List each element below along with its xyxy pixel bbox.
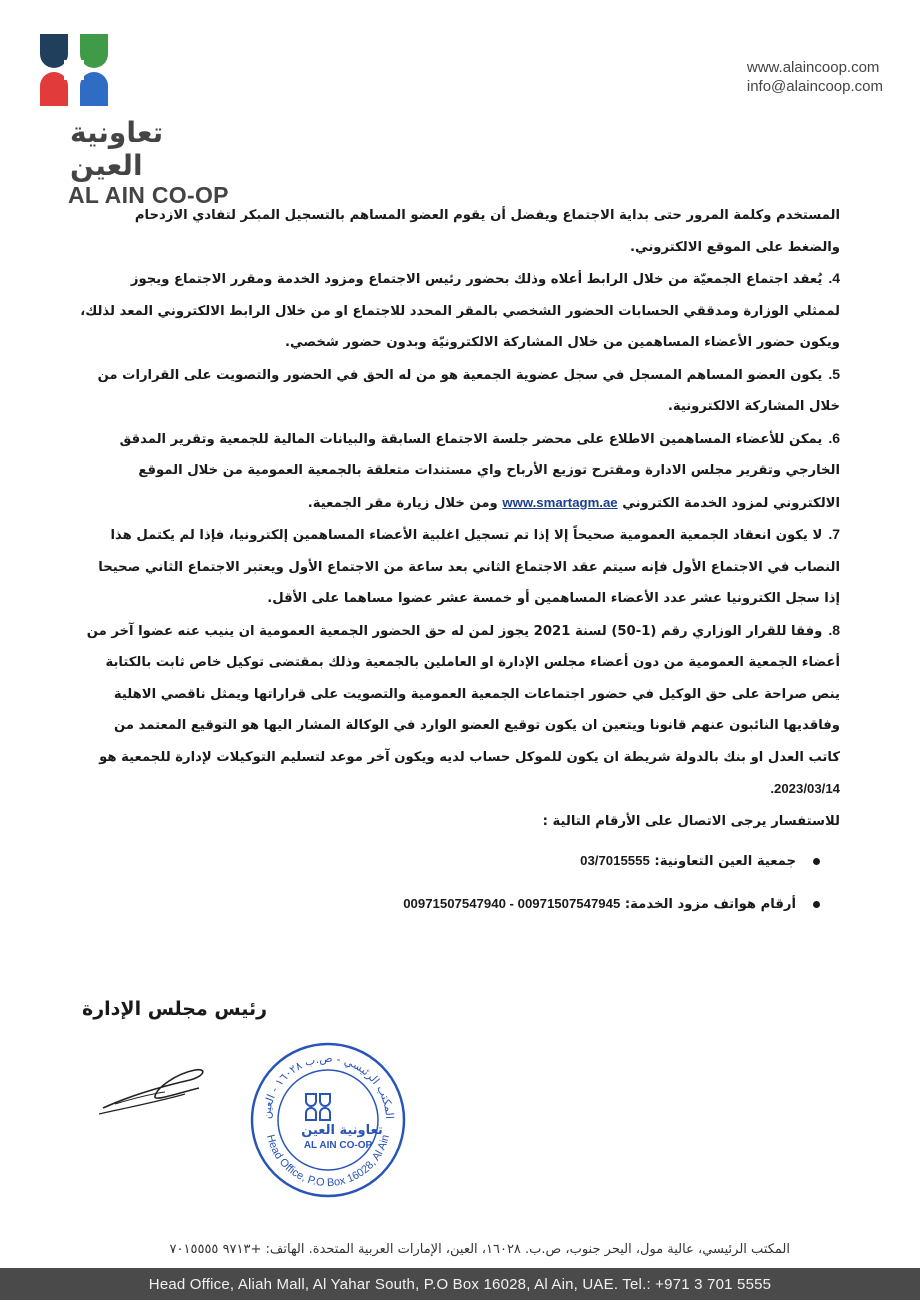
brand-name-english: AL AIN CO-OP: [68, 182, 229, 208]
list-item-8: [80, 615, 840, 806]
company-logo: [30, 30, 250, 209]
contact-number: 00971507547940 - 00971507547945: [403, 895, 621, 911]
item-text: يمكن للأعضاء المساهمين الاطلاع على محضر جلسة الاجتماع السابقة والبيانات المالية للجمعية وتقرير المدقق الخارجي وتقرير مجلس الادارة ومقترح توزيع الأرباح واي مستندات متعلقة بالجمعية العمومية من خلال الموقع الالكتروني لمزود الخدمة الكتروني: [119, 431, 840, 511]
contact-info: [747, 58, 883, 96]
contact-item: [80, 845, 820, 878]
contact-item: [80, 888, 820, 921]
board-chairman-title: رئيس مجلس الإدارة: [82, 998, 268, 1020]
stamp-arabic-text: المكتب الرئيسي - ص.ب ١٦٠٢٨ - العين: [259, 1051, 397, 1120]
item-number: 8.: [828, 621, 840, 638]
bullet-icon: [813, 901, 820, 908]
list-item-7: [80, 519, 840, 615]
letter-body: [80, 200, 840, 930]
email-text: info@alaincoop.com: [746, 78, 883, 95]
item-text: يُعقد اجتماع الجمعيّة من خلال الرابط أعلاه وذلك بحضور رئيس الاجتماع ومزود الخدمة ومقرر الاجتماع ويجوز لممثلي الوزارة ومدققي الحسابات الحضور الشخصي بالمقر المحدد للاجتماع او من خلال الرابط الالكتروني المعد لذلك، ويكون حضور الأعضاء المساهمين من خلال المشاركة الالكترونيّة وبدون حضور شخصي.: [80, 272, 840, 350]
item-text-after: ومن خلال زيارة مقر الجمعية.: [307, 495, 498, 511]
intro-paragraph: المستخدم وكلمة المرور حتى بداية الاجتماع ويفضل أن يقوم العضو المساهم بالتسجيل المبكر لتفادي الازدحام والضغط على الموقع الالكتروني.: [134, 208, 840, 255]
contact-list: [80, 845, 840, 920]
coop-logo-icon: [34, 30, 114, 110]
stamp-brand-english: AL AIN CO-OP: [303, 1140, 373, 1151]
website-text: www.alaincoop.com: [746, 59, 880, 76]
contact-label: أرقام هواتف مزود الخدمة:: [624, 896, 796, 912]
item-text: يكون العضو المساهم المسجل في سجل عضوية الجمعية هو من له الحق في الحضور والتصويت على القرارات من خلال المشاركة الالكترونية.: [97, 367, 840, 414]
item-number: 4.: [828, 270, 840, 286]
list-item-6: [80, 423, 840, 520]
deadline-date: .2023/03/14: [770, 781, 840, 796]
item-text: وفقا للقرار الوزاري رقم (1-50) لسنة 2021 يجوز لمن له حق الحضور الجمعية العمومية ان ينيب عنه عضوا آخر من أعضاء الجمعية العمومية من دون أعضاء مجلس الإدارة او العاملين بالجمعية وذلك بمقتضى توكيل خاص ثابت بالكتابة ينص صراحة على حق الوكيل في حضور اجتماعات الجمعية العمومية والتصويت على قراراتها ويمثل ناقصي الاهلية وفاقديها النائبون عنهم قانونا ويتعين ان يكون توقيع العضو الوارد في الوكالة المشار اليها هو التوقيع المعتمد من كاتب العدل او بنك بالدولة شريطة ان يكون للموكل حساب لديه ويكون آخر موعد لتسليم التوكيلات لإدارة للجمعية هو: [86, 623, 840, 765]
list-item-4: [80, 263, 840, 359]
item-number: 6.: [828, 429, 840, 446]
item-number: 5.: [828, 365, 840, 382]
stamp-brand-arabic: تعاونية العين: [301, 1123, 383, 1138]
bullet-icon: [813, 858, 820, 865]
brand-name-arabic: تعاونية العين: [70, 116, 164, 182]
contact-label: جمعية العين التعاونية:: [654, 854, 796, 869]
inquiry-text: للاستفسار يرجى الاتصال على الأرقام التالية :: [542, 813, 840, 829]
item-text: لا يكون انعقاد الجمعية العمومية صحيحاً إلا إذا تم تسجيل اغلبية الأعضاء المساهمين إلكترونيا، فإذا لم يكتمل هذا النصاب في الاجتماع الأول فإنه سيتم عقد الاجتماع الثاني بعد ساعة من الاجتماع الأول ويعتبر الاجتماع الثاني صحيحا إذا سجل الكترونيا عشر عدد الأعضاء المساهمين أو خمسة عشر عضوا مساهما على الأقل.: [98, 528, 840, 606]
contact-number: 03/7015555: [580, 853, 650, 868]
smartagm-link[interactable]: www.smartagm.ae: [502, 494, 618, 510]
item-number: 7.: [828, 526, 840, 542]
footer-address-english: Head Office, Aliah Mall, Al Yahar South, P.O Box 16028, Al Ain, UAE. Tel.: +971 3 701 5555: [148, 1275, 772, 1293]
list-item-5: [80, 359, 840, 423]
footer-bar: [0, 1268, 920, 1300]
company-stamp: [248, 1040, 408, 1200]
handwritten-signature: [95, 1058, 215, 1118]
footer-address-arabic: المكتب الرئيسي، عالية مول، اليحر جنوب، ص.ب. ١٦٠٢٨، العين، الإمارات العربية المتحدة. الهاتف: +٩٧١٣ ٧٠١٥٥٥٥: [169, 1242, 790, 1257]
stamp-english-text: Head Office, P.O Box 16028, Al Ain: [264, 1133, 392, 1190]
